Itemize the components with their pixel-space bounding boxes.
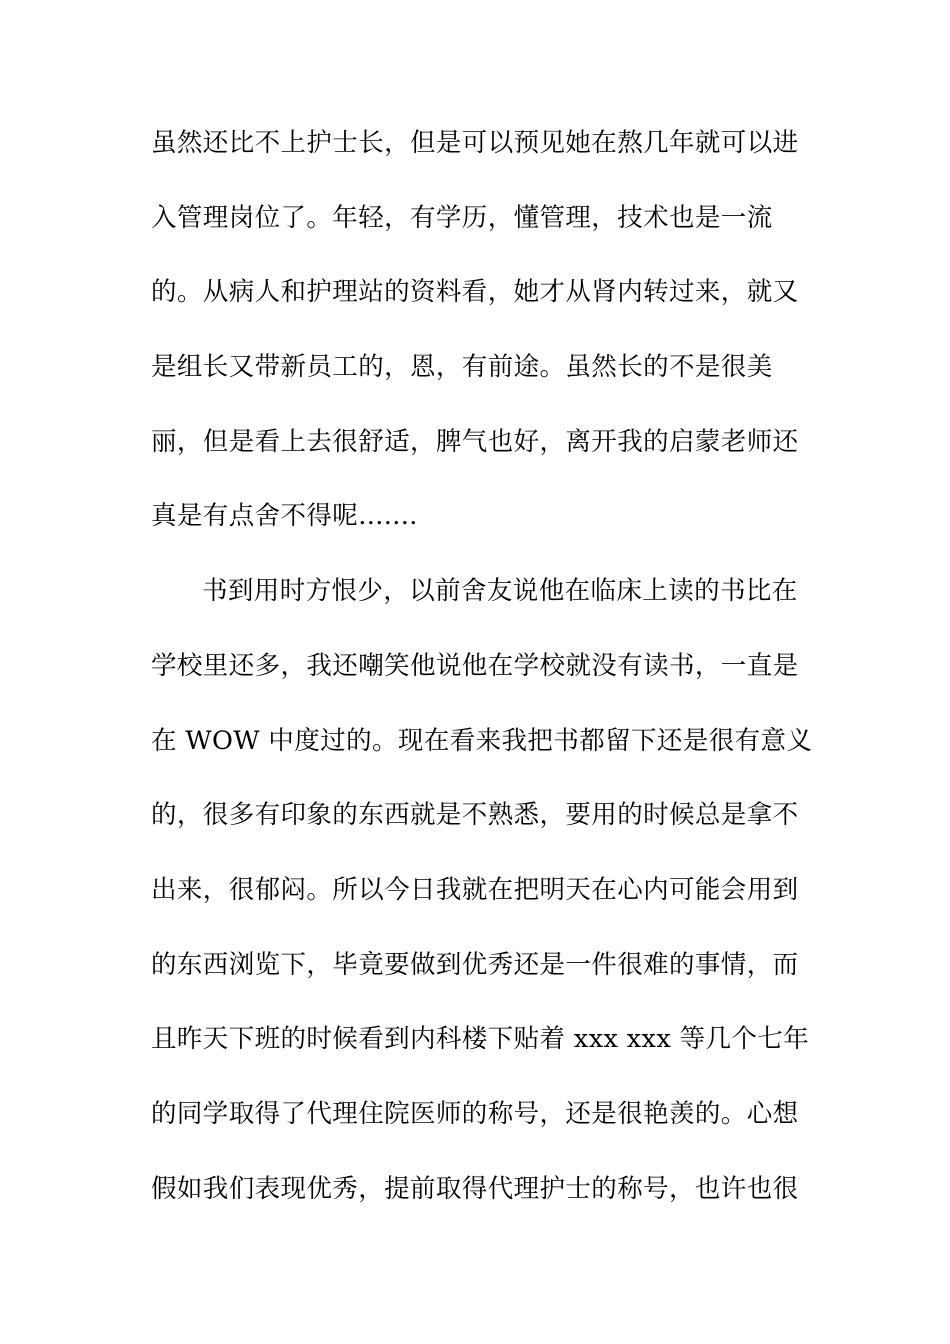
text-line: 的同学取得了代理住院医师的称号，还是很艳羡的。心想 [151, 1098, 799, 1129]
body-text [151, 118, 813, 1238]
text-line: 学校里还多，我还嘲笑他说他在学校就没有读书，一直是 [151, 650, 799, 681]
text-line: 假如我们表现优秀，提前取得代理护士的称号，也许也很 [151, 1173, 799, 1204]
text-line: 在 WOW 中度过的。现在看来我把书都留下还是很有意义 [151, 725, 813, 756]
text-line: 的东西浏览下，毕竟要做到优秀还是一件很难的事情，而 [151, 949, 799, 980]
text-line: 真是有点舍不得呢....... [151, 501, 418, 532]
text-line: 丽，但是看上去很舒适，脾气也好，离开我的启蒙老师还 [151, 426, 799, 457]
text-line: 虽然还比不上护士长，但是可以预见她在熬几年就可以进 [151, 128, 799, 158]
text-line: 入管理岗位了。年轻，有学历，懂管理，技术也是一流 [151, 202, 773, 233]
paragraph-first-line: 书到用时方恨少，以前舍友说他在临床上读的书比在 [202, 576, 798, 607]
text-line: 且昨天下班的时候看到内科楼下贴着 xxx xxx 等几个七年 [151, 1024, 810, 1055]
text-line: 的。从病人和护理站的资料看，她才从肾内转过来，就又 [151, 277, 799, 308]
text-line: 的，很多有印象的东西就是不熟悉，要用的时候总是拿不 [151, 800, 799, 831]
text-line: 是组长又带新员工的，恩，有前途。虽然长的不是很美 [151, 352, 773, 383]
text-line: 出来，很郁闷。所以今日我就在把明天在心内可能会用到 [151, 874, 799, 905]
